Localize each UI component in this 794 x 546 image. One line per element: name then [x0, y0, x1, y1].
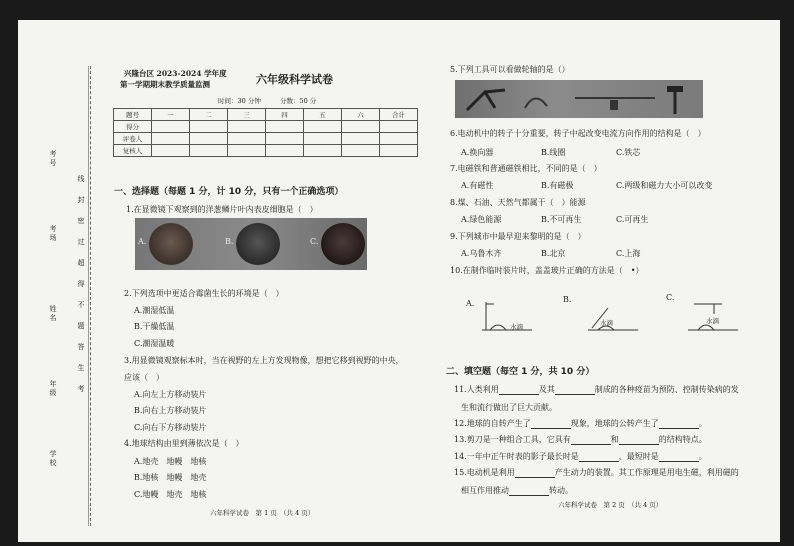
score-table-row — [114, 145, 418, 157]
q15-text: 产生动力的装置。其工作原理是用电生磁，利用磁的 — [554, 468, 739, 477]
score-cell[interactable] — [190, 133, 228, 145]
q9-option-a[interactable]: A.乌鲁木齐 — [461, 249, 502, 258]
q15-blank-1[interactable] — [515, 469, 555, 478]
q11-blank-1[interactable] — [499, 386, 539, 395]
question-10: 10.在制作临时装片时，盖盖玻片正确的方法是（ •） — [450, 266, 644, 275]
binding-seal-text: 线封密过超得不题答生考 — [77, 175, 85, 406]
q4-option-c[interactable]: C.地幔 地壳 地核 — [134, 490, 207, 499]
binding-dashed-line — [90, 66, 91, 526]
q11-text: 11.人类利用 — [454, 385, 499, 394]
page-title: 六年级科学试卷 — [256, 73, 333, 86]
question-15-line2 — [461, 485, 573, 496]
page-footer-1: 六年科学试卷 第 1 页 （共 4 页） — [210, 509, 315, 517]
binding-line — [88, 66, 89, 526]
question-7: 7.电磁铁和普通磁铁相比，不同的是（ ） — [450, 164, 602, 173]
cell-image-b — [236, 223, 280, 265]
q8-option-b[interactable]: B.不可再生 — [541, 215, 582, 224]
score-cell[interactable] — [228, 133, 266, 145]
q15-text: 15.电动机是利用 — [454, 468, 515, 477]
score-table-row — [114, 133, 418, 145]
score-label: 分数：50 分 — [280, 97, 317, 105]
q15-text: 转动。 — [549, 486, 573, 495]
binding-label-grade: 年级 — [49, 380, 57, 398]
q13-blank-2[interactable] — [619, 436, 659, 445]
q6-option-b[interactable]: B.线圈 — [541, 148, 566, 157]
q10-label-b: B. — [563, 295, 572, 304]
q11-text: 制成的各种疫苗为预防、控制传染病的发 — [594, 385, 739, 394]
question-12 — [454, 418, 707, 429]
q12-text: 12.地球的自转产生了 — [454, 419, 531, 428]
q4-option-a[interactable]: A.地壳 地幔 地核 — [134, 457, 207, 466]
q13-text: 和 — [610, 435, 619, 444]
q13-blank-1[interactable] — [571, 436, 611, 445]
cell-image-a — [149, 223, 193, 265]
question-2: 2.下列选项中更适合霉菌生长的环境是（ ） — [124, 289, 284, 298]
score-cell[interactable] — [228, 145, 266, 157]
q15-blank-2[interactable] — [509, 487, 549, 496]
score-cell[interactable] — [190, 145, 228, 157]
score-cell[interactable] — [380, 145, 418, 157]
question-6: 6.电动机中的转子十分重要，转子中起改变电流方向作用的结构是（ ） — [450, 129, 706, 138]
q12-blank-2[interactable] — [659, 420, 699, 429]
score-header-cell: 二 — [190, 109, 228, 121]
score-cell[interactable] — [304, 145, 342, 157]
score-cell[interactable] — [266, 121, 304, 133]
q9-option-c[interactable]: C.上海 — [616, 249, 641, 258]
q14-text: 14.一年中正午时表的影子最长时是 — [454, 452, 579, 461]
q10-water-c: 水滴 — [706, 317, 719, 325]
score-row-label: 复核人 — [114, 145, 152, 157]
score-header-cell: 题号 — [114, 109, 152, 121]
q14-text: 。 — [698, 452, 707, 461]
exam-paper — [18, 20, 780, 542]
q3-option-c[interactable]: C.向右下方移动装片 — [134, 423, 207, 432]
q14-blank-2[interactable] — [659, 453, 699, 462]
q2-option-c[interactable]: C.潮湿温暖 — [134, 339, 175, 348]
section2-title: 二、填空题（每空 1 分，共 10 分） — [446, 367, 595, 377]
q8-option-a[interactable]: A.绿色能源 — [461, 215, 502, 224]
binding-label-kaochang: 考场 — [49, 225, 57, 243]
q2-option-a[interactable]: A.潮湿低温 — [134, 306, 175, 315]
score-cell[interactable] — [380, 133, 418, 145]
cell-image-c — [321, 223, 365, 265]
q2-option-b[interactable]: B.干燥低温 — [134, 322, 175, 331]
score-cell[interactable] — [228, 121, 266, 133]
q10-label-a: A. — [466, 299, 475, 308]
question-8: 8.煤、石油、天然气都属于（ ）能源 — [450, 198, 586, 207]
score-table — [113, 108, 418, 157]
q14-blank-1[interactable] — [579, 453, 619, 462]
score-header-cell: 一 — [152, 109, 190, 121]
score-cell[interactable] — [152, 145, 190, 157]
score-cell[interactable] — [342, 145, 380, 157]
score-cell[interactable] — [266, 145, 304, 157]
score-cell[interactable] — [342, 121, 380, 133]
score-table-header — [114, 109, 418, 121]
score-cell[interactable] — [304, 121, 342, 133]
question-3-line2: 应该（ ） — [124, 373, 164, 382]
question-1: 1.在显微镜下观察到的洋葱鳞片叶内表皮细胞是（ ） — [126, 205, 318, 214]
q4-option-b[interactable]: B.地核 地幔 地壳 — [134, 473, 207, 482]
question-11-line1 — [454, 384, 739, 395]
score-header-cell: 三 — [228, 109, 266, 121]
question-3-line1: 3.用显微镜观察标本时，当在视野的左上方发现物像，想把它移到视野的中央， — [124, 356, 404, 365]
score-header-cell: 五 — [304, 109, 342, 121]
q10-water-b: 水滴 — [600, 319, 613, 327]
time-label: 时间：30 分钟 — [218, 97, 261, 105]
q7-option-b[interactable]: B.有磁极 — [541, 181, 574, 190]
question-5: 5.下列工具可以看做轮轴的是（） — [450, 65, 570, 74]
score-header-cell: 六 — [342, 109, 380, 121]
binding-label-kaohao: 考号 — [49, 150, 57, 168]
org-line2: 第一学期期末教学质量监测 — [120, 80, 210, 89]
score-cell[interactable] — [342, 133, 380, 145]
score-table-row — [114, 121, 418, 133]
question-13 — [454, 434, 707, 445]
binding-label-school: 学校 — [49, 450, 57, 468]
q10-water-a: 水滴 — [510, 323, 523, 331]
q13-text: 13.剪刀是一种组合工具，它具有 — [454, 435, 571, 444]
q10-diagrams — [470, 290, 740, 340]
score-header-cell: 四 — [266, 109, 304, 121]
q6-option-c[interactable]: C.铁芯 — [616, 148, 641, 157]
page-footer-2: 六年科学试卷 第 2 页 （共 4 页） — [558, 501, 663, 509]
q11-blank-2[interactable] — [555, 386, 595, 395]
q7-option-c[interactable]: C.两级和磁力大小可以改变 — [616, 181, 713, 190]
score-cell[interactable] — [190, 121, 228, 133]
q13-text: 的结构特点。 — [658, 435, 707, 444]
score-cell[interactable] — [380, 121, 418, 133]
question-15-line1 — [454, 467, 739, 478]
q12-text: 现象，地球的公转产生了 — [570, 419, 659, 428]
q7-option-a[interactable]: A.有磁性 — [461, 181, 494, 190]
q6-option-a[interactable]: A.换向器 — [461, 148, 494, 157]
question-4: 4.地球结构由里到薄依次是（ ） — [124, 439, 244, 448]
q9-option-b[interactable]: B.北京 — [541, 249, 566, 258]
binding-label-name: 姓名 — [49, 305, 57, 323]
q15-text: 相互作用推动 — [461, 486, 509, 495]
score-row-label: 评卷人 — [114, 133, 152, 145]
score-cell[interactable] — [266, 133, 304, 145]
q11-text: 及其 — [538, 385, 555, 394]
q14-text: ，最短时是 — [618, 452, 659, 461]
score-header-cell: 合计 — [380, 109, 418, 121]
score-cell[interactable] — [304, 133, 342, 145]
score-row-label: 得分 — [114, 121, 152, 133]
q12-blank-1[interactable] — [531, 420, 571, 429]
score-cell[interactable] — [152, 133, 190, 145]
q10-label-c: C. — [666, 293, 675, 302]
q1-label-c: C. — [310, 237, 319, 246]
org-line1: 兴隆台区 2023-2024 学年度 — [124, 69, 227, 78]
question-11-line2: 生和流行做出了巨大贡献。 — [461, 403, 557, 412]
q1-label-a: A. — [138, 237, 147, 246]
score-cell[interactable] — [152, 121, 190, 133]
question-9: 9.下列城市中最早迎来黎明的是（ ） — [450, 232, 586, 241]
section1-title: 一、选择题（每题 1 分，计 10 分，只有一个正确选项） — [114, 187, 344, 197]
tools-image — [455, 80, 703, 118]
q12-text: 。 — [698, 419, 707, 428]
q1-label-b: B. — [225, 237, 234, 246]
q8-option-c[interactable]: C.可再生 — [616, 215, 649, 224]
question-14 — [454, 451, 707, 462]
tools-drawing — [455, 80, 703, 118]
q3-option-a[interactable]: A.向左上方移动装片 — [134, 390, 207, 399]
q3-option-b[interactable]: B.向右上方移动装片 — [134, 406, 207, 415]
